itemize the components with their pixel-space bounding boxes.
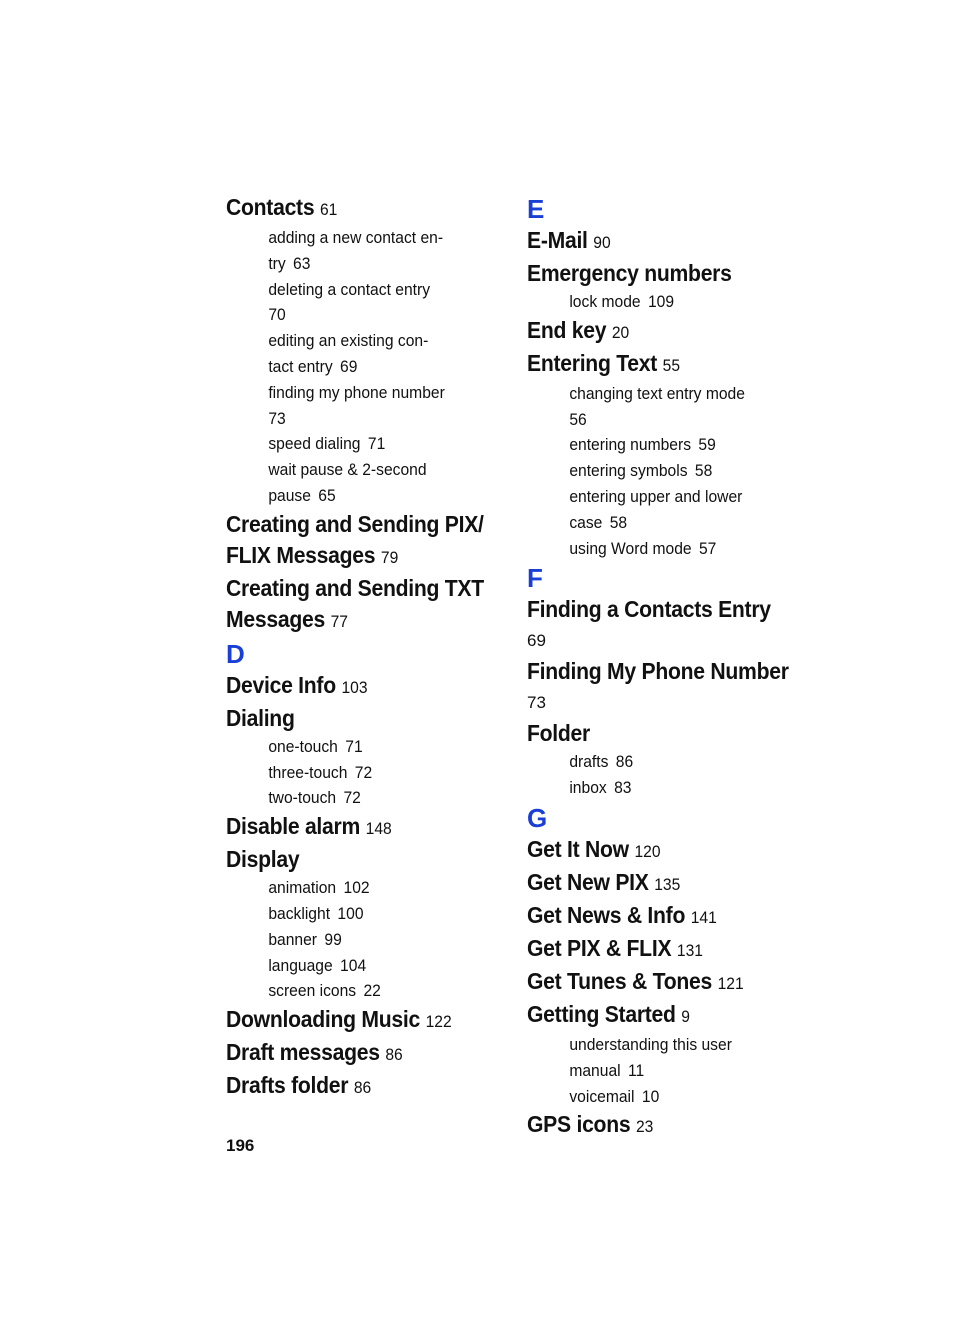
sub-entry: speed dialing 71: [268, 434, 386, 454]
index-entry-emergency: Emergency numbers lock mode 109: [527, 260, 732, 311]
index-entry-device-info: Device Info 103: [226, 671, 368, 698]
index-entry-gps-icons: GPS icons 23: [527, 1111, 654, 1138]
sub-entry: finding my phone number 73: [268, 382, 445, 428]
index-entry-getting-started: Getting Started 9 understanding this user manual 11 voicemail 10: [527, 1000, 732, 1106]
index-entry-contacts: [226, 192, 511, 509]
index-entry-creating-pix: Creating and Sending PIX/ FLIX Messages 79: [226, 510, 484, 568]
index-entry-finding-phone: Finding My Phone Number 73: [527, 658, 789, 713]
index-entry-email: E-Mail 90: [527, 227, 611, 253]
section-letter-e: E: [527, 194, 545, 224]
index-entry-get-new-pix: Get New PIX 135: [527, 868, 681, 895]
section-letter-g: G: [527, 802, 548, 833]
index-entry-entering-text: Entering Text 55 changing text entry mode 56 entering numbers 59 entering symbols 58 entering upper and lower case 58 using Word mode 57: [527, 349, 745, 558]
entry-title: Contacts: [226, 194, 315, 220]
index-entry-get-it-now: Get It Now 120: [527, 835, 661, 862]
sub-entry: deleting a contact entry 70: [268, 279, 431, 325]
section-letter-f: F: [527, 563, 543, 594]
index-entry-display: Display animation 102 backlight 100 banner 99 language 104 screen icons 22: [226, 846, 381, 1001]
index-entry-creating-txt: Creating and Sending TXT Messages 77: [226, 574, 484, 632]
sub-entry: wait pause & 2-second pause 65: [268, 460, 427, 505]
sub-entry: adding a new contact en- try 63: [268, 228, 444, 273]
index-entry-downloading-music: Downloading Music 122: [226, 1006, 452, 1033]
index-entry-folder: Folder drafts 86 inbox 83: [527, 720, 634, 798]
index-entry-drafts-folder: Drafts folder 86: [226, 1072, 372, 1099]
sub-entry: editing an existing con- tact entry 69: [268, 331, 429, 376]
index-entry-finding-contacts: Finding a Contacts Entry 69: [527, 596, 771, 651]
index-column-left: [226, 192, 511, 1103]
index-entry-dialing: Dialing one-touch 71 three-touch 72 two-touch 72: [226, 704, 373, 808]
index-entry-disable-alarm: Disable alarm 148: [226, 813, 392, 840]
index-entry-get-news: Get News & Info 141: [527, 901, 717, 928]
index-column-right: [527, 192, 827, 1142]
entry-page: 61: [319, 200, 338, 219]
index-entry-end-key: End key 20: [527, 316, 630, 343]
index-entry-get-tunes: Get Tunes & Tones 121: [527, 967, 744, 994]
page-number: 196: [226, 1136, 255, 1155]
index-entry-draft-messages: Draft messages 86: [226, 1039, 403, 1066]
section-letter-d: D: [226, 638, 245, 669]
index-entry-get-pix-flix: Get PIX & FLIX 131: [527, 934, 703, 961]
